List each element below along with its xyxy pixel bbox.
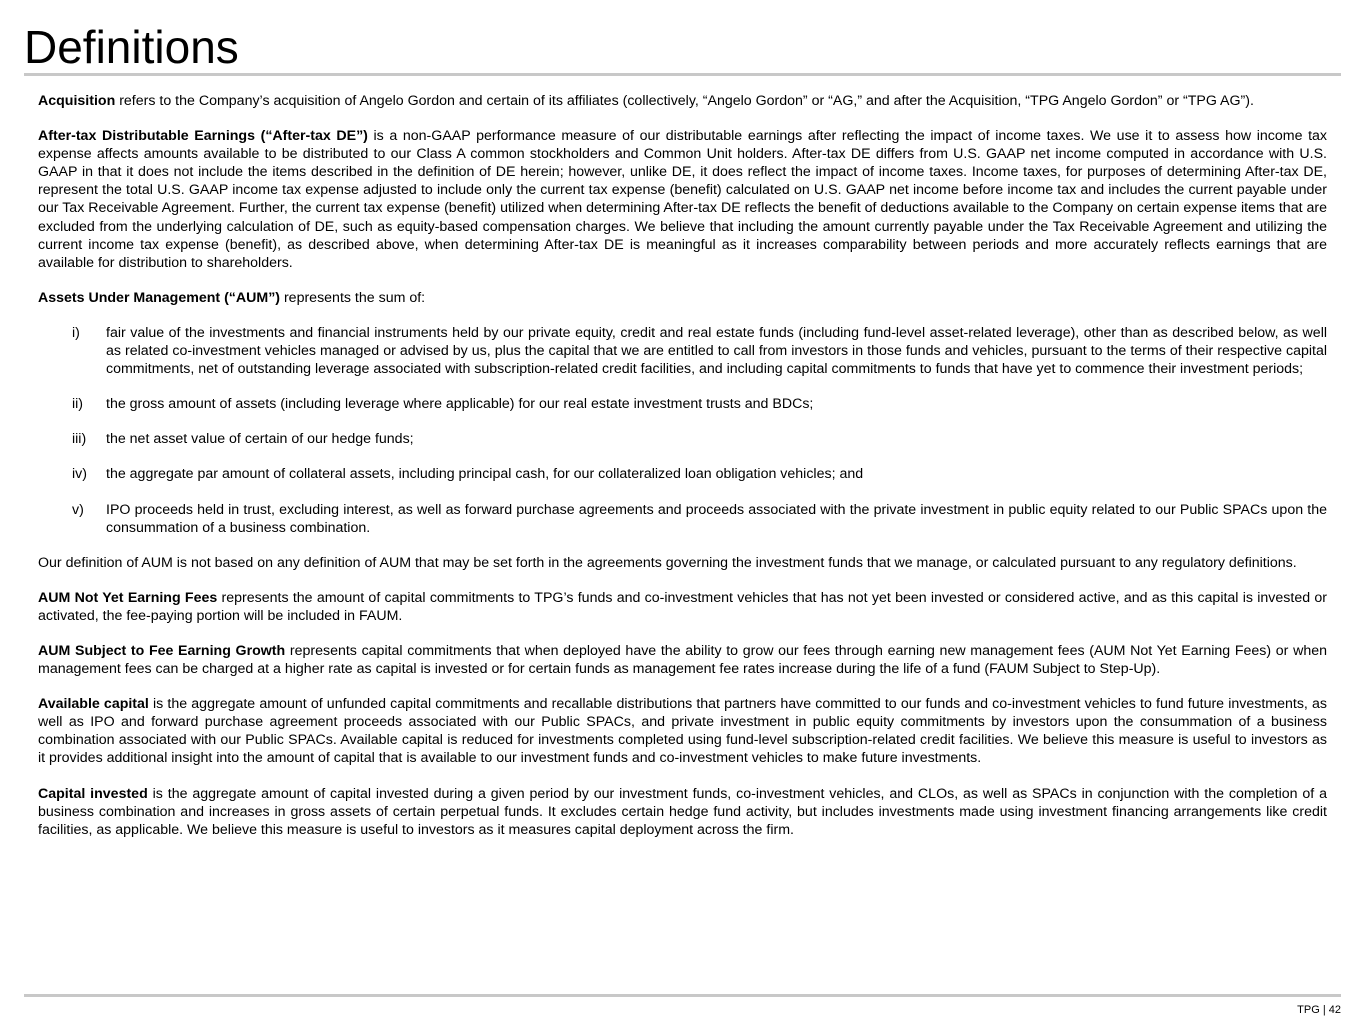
definition-capital-invested [38,785,1327,839]
list-item-text: IPO proceeds held in trust, excluding interest, as well as forward purchase agreements and proceeds associated with the private investment in public equity related to our Public SPACs upon the consummation of a business combination. [106,501,1327,536]
definition-after-tax-de [38,127,1327,272]
page-footer: TPG | 42 [1297,1004,1341,1016]
definition-term: Assets Under Management (“AUM”) [38,289,281,306]
list-item-text: the gross amount of assets (including leverage where applicable) for our real estate investment trusts and BDCs; [106,396,814,413]
list-item [38,501,1327,537]
list-marker: iii) [72,431,87,448]
list-marker: ii) [72,396,84,413]
definitions-body [38,92,1327,856]
list-item [38,465,1327,483]
definition-term: Available capital [38,696,149,713]
definition-term: AUM Not Yet Earning Fees [38,589,218,606]
footer-divider [24,994,1341,997]
title-divider [24,73,1341,76]
list-item [38,430,1327,448]
definition-available-capital [38,695,1327,767]
definition-aum [38,289,1327,307]
list-marker: v) [72,501,84,518]
definition-text: refers to the Company’s acquisition of Angelo Gordon and certain of its affiliates (collectively, “Angelo Gordon” or “AG,” and after the Acquisition, “TPG Angelo Gordon” or “TPG AG”). [115,93,1254,109]
definition-text: represents the amount of capital commitments to TPG’s funds and co-investment vehicles that has not yet been invested or considered active, and as this capital is invested or activated, the fee-paying portion will be included in FAUM. [38,589,1327,624]
definition-term: After-tax Distributable Earnings (“After-tax DE”) [38,128,368,145]
definition-aum-subject-to-fee-earning-growth [38,642,1327,678]
aum-note: Our definition of AUM is not based on any definition of AUM that may be set forth in the agreements governing the investment funds that we manage, or calculated pursuant to any regulatory definitions. [38,554,1297,571]
definition-term: Capital invested [38,785,148,802]
definition-aum-not-yet-earning-fees [38,589,1327,625]
page-title: Definitions [24,21,239,73]
list-item-text: the aggregate par amount of collateral assets, including principal cash, for our collateralized loan obligation vehicles; and [106,466,864,483]
definition-term: AUM Subject to Fee Earning Growth [38,642,286,659]
definition-term: Acquisition [38,93,116,109]
list-item [38,324,1327,378]
definition-text: is a non-GAAP performance measure of our distributable earnings after reflecting the impact of income taxes. We use it to assess how income tax expense affects amounts available to be distributed to our Class A common stockholders and Common Unit holders. After-tax DE differs from U.S. GAAP net income computed in accordance with U.S. GAAP in that it does not include the items described in the definition of DE herein; however, unlike DE, it does reflect the impact of income taxes. Income taxes, for purposes of determining After-tax DE, represent the total U.S. GAAP income tax expense adjusted to include only the current tax expense (benefit) calculated on U.S. GAAP net income before income tax and includes the current payable under our Tax Receivable Agreement. Further, the current tax expense (benefit) utilized when determining After-tax DE reflects the benefit of deductions available to the Company on certain expense items that are excluded from the underlying calculation of DE, such as equity-based compensation charges. We believe that including the amount currently payable under the Tax Receivable Agreement and utilizing the current income tax expense (benefit), as described above, when determining After-tax DE is meaningful as it increases comparability between periods and more accurately reflects earnings that are available for distribution to shareholders. [38,128,1328,271]
list-item-text: fair value of the investments and financial instruments held by our private equity, credit and real estate funds (including fund-level asset-related leverage), other than as described below, as well as related co-investment vehicles managed or advised by us, plus the capital that we are entitled to call from investors in those funds and vehicles, pursuant to the terms of their respective capital commitments, net of outstanding leverage associated with subscription-related credit facilities, and including capital commitments to funds that have yet to commence their investment periods; [106,324,1327,378]
list-marker: i) [72,324,80,341]
definition-text: is the aggregate amount of unfunded capital commitments and recallable distributions that partners have committed to our funds and co-investment vehicles to fund future investments, as well as IPO and forward purchase agreement proceeds associated with our Public SPACs, and private investment in public equity commitments by investors upon the consummation of a business combination associated with our Public SPACs. Available capital is reduced for investments completed using fund-level subscription-related credit facilities. We believe this measure is useful to investors as it provides additional insight into the amount of capital that is available to our investment funds and co-investment vehicles to make future investments. [38,696,1327,767]
aum-components-list [38,324,1327,537]
definition-text: represents capital commitments that when deployed have the ability to grow our fees through earning new management fees (AUM Not Yet Earning Fees) or when management fees can be charged at a higher rate as capital is invested or for certain funds as management fee rates increase during the life of a fund (FAUM Subject to Step-Up). [38,642,1327,678]
list-item-text: the net asset value of certain of our hedge funds; [106,431,414,448]
list-marker: iv) [72,466,87,483]
definition-text: represents the sum of: [280,289,426,306]
definition-text: is the aggregate amount of capital invested during a given period by our investment funds, co-investment vehicles, and CLOs, as well as SPACs in conjunction with the completion of a business combination and increases in gross assets of certain perpetual funds. It excludes certain hedge fund activity, but includes investments made using investment financing arrangements like credit facilities, as applicable. We believe this measure is useful to investors as it measures capital deployment across the firm. [38,785,1327,838]
list-item [38,395,1327,413]
definition-acquisition [38,92,1327,110]
